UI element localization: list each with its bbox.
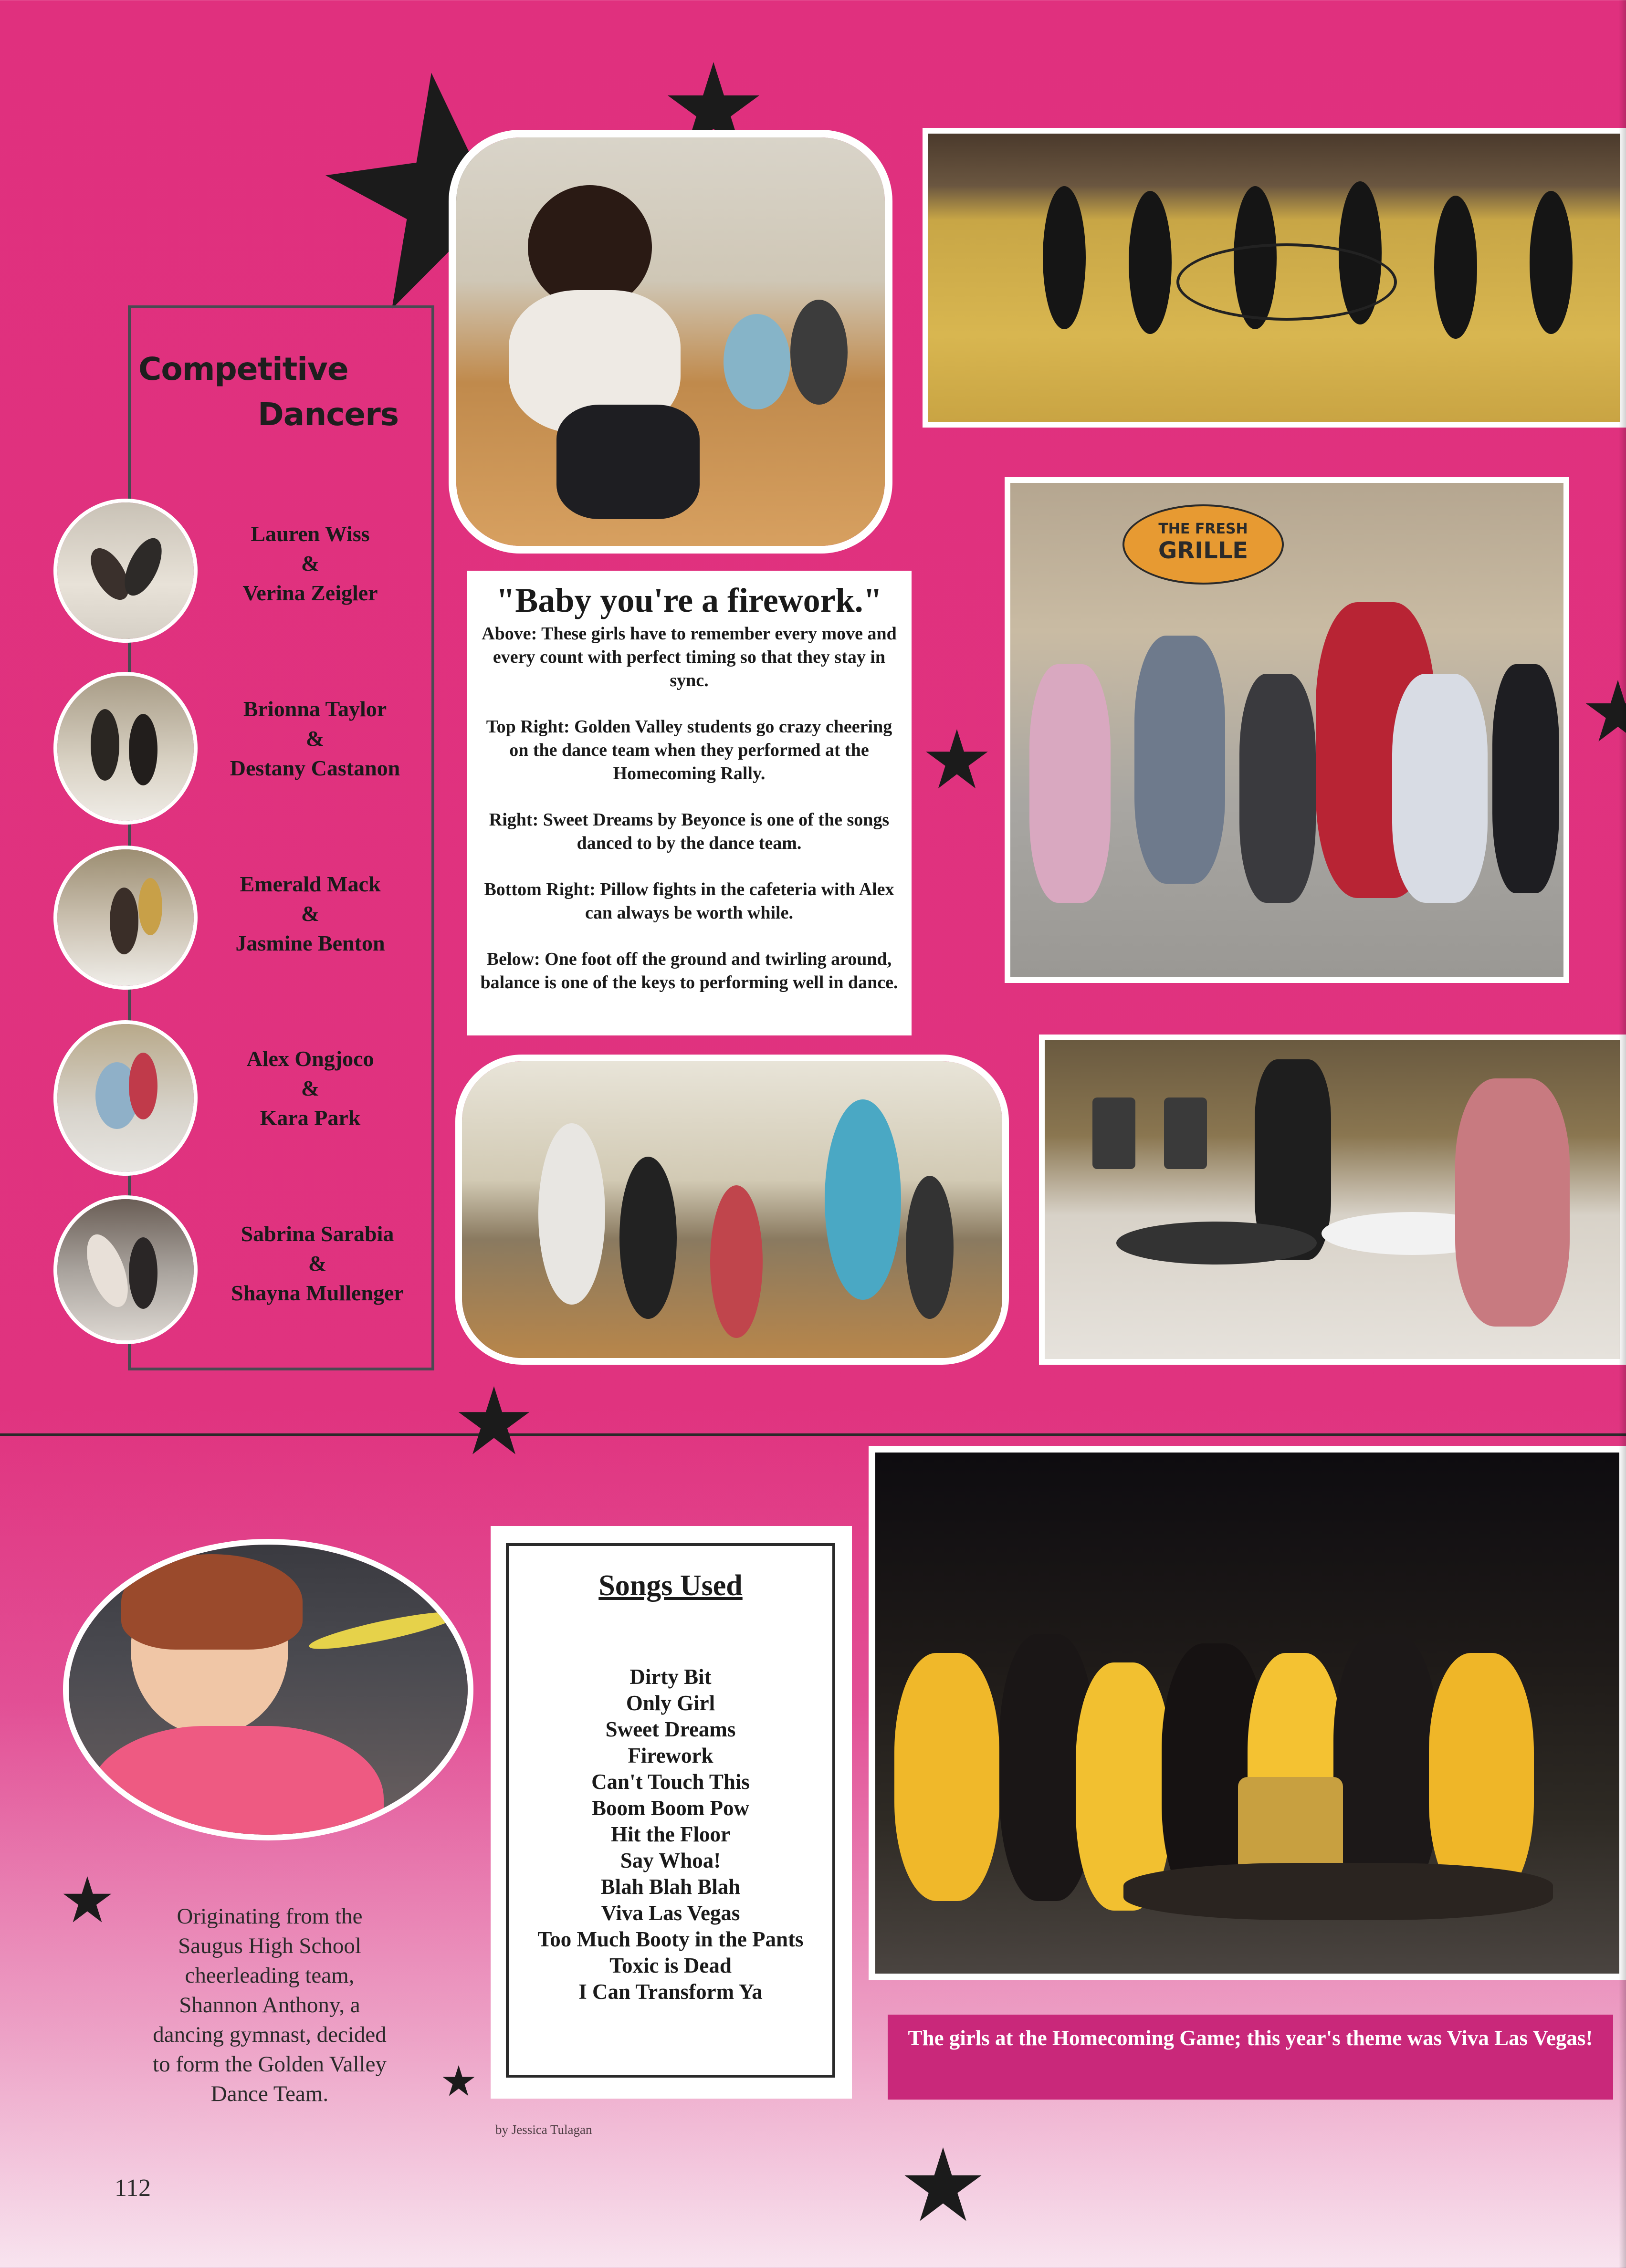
song-item: Sweet Dreams bbox=[605, 1717, 736, 1741]
dancer-name: Jasmine Benton bbox=[235, 931, 385, 955]
page-number: 112 bbox=[115, 2174, 151, 2202]
dancer-photo-2 bbox=[53, 672, 198, 825]
section-divider bbox=[0, 1433, 1626, 1436]
star-decoration bbox=[456, 1386, 532, 1460]
caption-headline: "Baby you're a firework." bbox=[496, 581, 882, 619]
pillow-fight-photo bbox=[1039, 1035, 1626, 1365]
ampersand: & bbox=[305, 726, 325, 751]
ampersand: & bbox=[301, 1076, 320, 1100]
ampersand: & bbox=[308, 1251, 327, 1275]
star-decoration bbox=[923, 729, 990, 794]
song-item: Too Much Booty in the Pants bbox=[537, 1927, 804, 1951]
song-item: Only Girl bbox=[626, 1691, 715, 1715]
dancer-name: Brionna Taylor bbox=[243, 697, 387, 721]
dancer-name: Verina Zeigler bbox=[242, 581, 378, 605]
song-item: Say Whoa! bbox=[620, 1849, 721, 1872]
homecoming-caption: The girls at the Homecoming Game; this year's theme was Viva Las Vegas! bbox=[888, 2015, 1613, 2100]
caption-paragraph: Above: These girls have to remember every move and every count with perfect timing so that they stay in sync. bbox=[482, 624, 897, 690]
caption-paragraph: Bottom Right: Pillow fights in the cafeteria with Alex can always be worth while. bbox=[484, 879, 894, 923]
dancer-name: Shayna Mullenger bbox=[231, 1281, 404, 1305]
caption-paragraph: Right: Sweet Dreams by Beyonce is one of the songs danced to by the dance team. bbox=[489, 810, 890, 853]
dancer-pair-2 bbox=[200, 694, 430, 783]
song-item: Blah Blah Blah bbox=[600, 1875, 741, 1899]
dancer-name: Kara Park bbox=[260, 1106, 361, 1130]
songs-title: Songs Used bbox=[598, 1569, 743, 1602]
dancer-pair-5 bbox=[200, 1219, 434, 1308]
page-spine-shadow bbox=[1619, 0, 1626, 2268]
dancer-name: Emerald Mack bbox=[240, 872, 381, 896]
dancer-photo-1 bbox=[53, 499, 198, 643]
caption-paragraph: Below: One foot off the ground and twirling around, balance is one of the keys to performing well in dance. bbox=[480, 949, 898, 993]
dancer-photo-5 bbox=[53, 1195, 198, 1344]
song-item: Boom Boom Pow bbox=[592, 1796, 749, 1820]
coach-photo bbox=[63, 1539, 473, 1840]
origin-text: Originating from the Saugus High School cheerleading team, Shannon Anthony, a dancing gymnast, decided to form the Golden Valley Dance Team. bbox=[153, 1904, 387, 2106]
caption-box bbox=[467, 571, 912, 1035]
dancer-pair-1 bbox=[200, 519, 420, 608]
dancer-pair-4 bbox=[200, 1044, 420, 1133]
song-item: Can't Touch This bbox=[591, 1770, 750, 1794]
homecoming-group-photo bbox=[869, 1446, 1626, 1980]
song-item: Hit the Floor bbox=[611, 1822, 730, 1846]
star-decoration bbox=[441, 2065, 476, 2099]
grille-sign-line1: THE FRESH bbox=[1158, 521, 1248, 537]
song-item: Viva Las Vegas bbox=[601, 1901, 740, 1925]
dancer-pair-3 bbox=[200, 869, 420, 958]
homecoming-rally-photo bbox=[923, 128, 1626, 428]
twirling-practice-photo bbox=[455, 1055, 1009, 1365]
grille-sign bbox=[1122, 504, 1284, 585]
songs-box bbox=[506, 1543, 835, 2078]
dancer-name: Alex Ongjoco bbox=[246, 1046, 374, 1071]
practice-photo-rounded bbox=[449, 130, 892, 554]
byline: by Jessica Tulagan bbox=[495, 2122, 592, 2137]
caption-paragraph: Top Right: Golden Valley students go crazy cheering on the dance team when they performed at the Homecoming Rally. bbox=[486, 717, 892, 784]
star-decoration bbox=[61, 1876, 114, 1926]
sidebar-title-line2: Dancers bbox=[258, 396, 399, 433]
ampersand: & bbox=[301, 901, 320, 926]
dancer-photo-3 bbox=[53, 846, 198, 990]
dancer-name: Sabrina Sarabia bbox=[241, 1222, 394, 1246]
sidebar-title-line1: Competitive bbox=[138, 351, 348, 387]
song-item: Toxic is Dead bbox=[609, 1954, 732, 1977]
star-decoration bbox=[902, 2147, 984, 2227]
songs-list bbox=[509, 1664, 832, 2005]
song-item: I Can Transform Ya bbox=[578, 1980, 763, 2004]
song-item: Firework bbox=[628, 1744, 713, 1767]
song-item: Dirty Bit bbox=[629, 1665, 712, 1689]
ampersand: & bbox=[301, 551, 320, 575]
dancer-photo-4 bbox=[53, 1020, 198, 1176]
dancer-name: Lauren Wiss bbox=[251, 522, 370, 546]
sweet-dreams-photo bbox=[1005, 477, 1569, 983]
dancer-name: Destany Castanon bbox=[230, 756, 400, 780]
grille-sign-line2: GRILLE bbox=[1158, 537, 1248, 564]
